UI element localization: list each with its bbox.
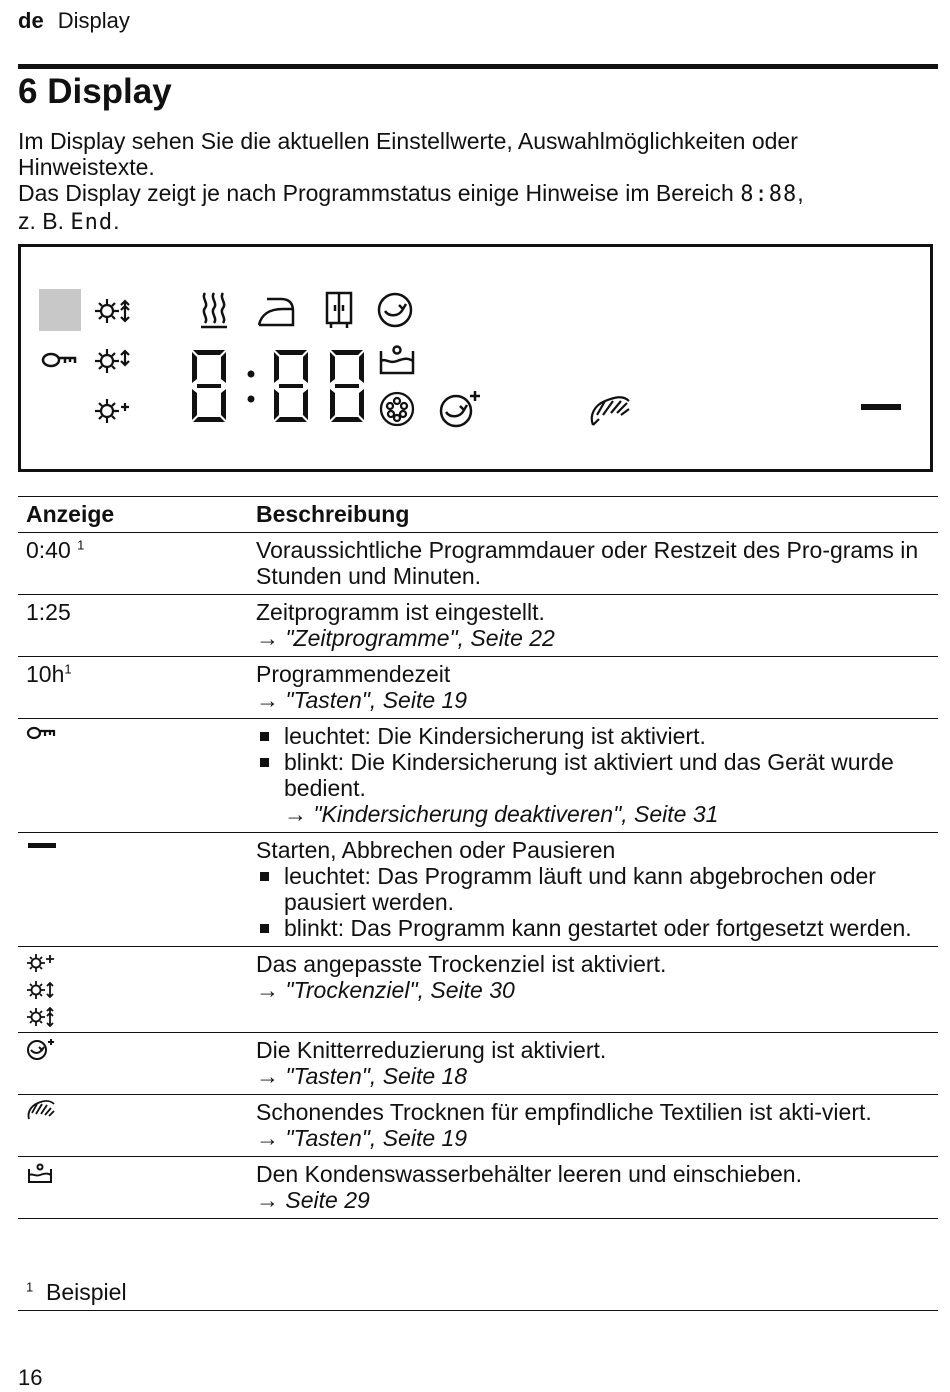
row-desc xyxy=(248,947,938,1033)
bullet-item xyxy=(256,749,930,827)
start-pause-dash xyxy=(861,404,901,410)
desc-text: Starten, Abbrechen oder Pausieren xyxy=(256,837,616,863)
intro-line-3-text: z. B. xyxy=(18,208,71,234)
row-desc xyxy=(248,1095,938,1157)
footnote-number: 1 xyxy=(26,1279,34,1295)
footnote-text: Beispiel xyxy=(46,1279,127,1305)
row-desc: Voraussichtliche Programmdauer oder Restzeit des Pro-grams in Stunden und Minuten. xyxy=(248,533,938,595)
row-desc xyxy=(248,1157,938,1219)
digit-2 xyxy=(274,350,308,422)
row-key xyxy=(18,657,248,719)
footnote-marker: 1 xyxy=(64,661,72,677)
iron-icon xyxy=(259,299,293,325)
bullet-item: blinkt: Das Programm kann gestartet oder fortgesetzt werden. xyxy=(256,915,930,941)
gentle-program-icon xyxy=(381,393,413,425)
ready-icon xyxy=(379,294,411,326)
col-header-beschreibung: Beschreibung xyxy=(248,497,938,533)
bullet-item: leuchtet: Das Programm läuft und kann abgebrochen oder pausiert werden. xyxy=(256,863,930,915)
table-row xyxy=(18,1033,938,1095)
desc-text: Schonendes Trocknen für empfindliche Textilien ist akti-viert. xyxy=(256,1099,872,1125)
bullet-item: leuchtet: Die Kindersicherung ist aktiviert. xyxy=(256,723,930,749)
steam-icon xyxy=(201,293,227,327)
intro-line-3 xyxy=(18,208,933,236)
page-reference: → "Trockenziel", Seite 30 xyxy=(256,977,515,1003)
intro-line-2-text: Das Display zeigt je nach Programmstatus einige Hinweise im Bereich xyxy=(18,180,741,206)
page-reference: → "Tasten", Seite 18 xyxy=(256,1063,468,1089)
time-digits xyxy=(192,350,364,422)
desc-text: Den Kondenswasserbehälter leeren und einschieben. xyxy=(256,1161,802,1187)
page-reference: → "Kindersicherung deaktiveren", Seite 31 xyxy=(284,801,719,827)
table-row xyxy=(18,595,938,657)
digit-1 xyxy=(192,350,226,422)
footnote-marker: 1 xyxy=(77,537,85,553)
page-number: 16 xyxy=(18,1365,43,1390)
cupboard-icon xyxy=(327,293,351,328)
table-row xyxy=(18,1095,938,1157)
desc-text: Die Knitterreduzierung ist aktiviert. xyxy=(256,1037,607,1063)
digit-3 xyxy=(330,350,364,422)
intro-text xyxy=(18,128,933,236)
row-key: 1:25 xyxy=(18,595,248,657)
key-icon xyxy=(18,719,248,833)
title-rule xyxy=(18,64,938,69)
display-legend-table xyxy=(18,496,938,1219)
row-desc xyxy=(248,833,938,947)
key-value: 0:40 xyxy=(26,537,71,563)
dry-target-1-icon xyxy=(95,399,129,423)
col-header-anzeige: Anzeige xyxy=(18,497,248,533)
water-container-icon xyxy=(381,347,413,374)
desc-text: Programmendezeit xyxy=(256,661,451,687)
page-reference: → "Tasten", Seite 19 xyxy=(256,1125,468,1151)
header-section: Display xyxy=(57,8,130,33)
table-row xyxy=(18,833,938,947)
table-header-row xyxy=(18,497,938,533)
gentle-drying-icon xyxy=(18,1095,248,1157)
table-row xyxy=(18,719,938,833)
gentle-drying-icon xyxy=(592,397,629,425)
bullet-text: blinkt: Die Kindersicherung ist aktiviert und das Gerät wurde bedient. xyxy=(284,749,894,801)
segment-example: End xyxy=(70,210,114,235)
dry-target-2-icon xyxy=(95,349,129,373)
segment-area: 8:88 xyxy=(740,182,798,207)
dash-icon xyxy=(18,833,248,947)
grey-indicator xyxy=(39,289,81,331)
key-value: 10h xyxy=(26,661,65,687)
water-container-icon xyxy=(18,1157,248,1219)
wrinkle-reduction-icon xyxy=(18,1033,248,1095)
running-header xyxy=(18,8,130,34)
row-desc xyxy=(248,595,938,657)
page-reference: → "Zeitprogramme", Seite 22 xyxy=(256,625,555,651)
intro-period: . xyxy=(113,208,120,234)
intro-line-2 xyxy=(18,180,933,208)
wrinkle-reduction-icon xyxy=(441,391,480,426)
dry-target-icons xyxy=(18,947,248,1033)
language-code: de xyxy=(18,8,44,33)
table-row xyxy=(18,947,938,1033)
table-row xyxy=(18,533,938,595)
intro-line-1: Im Display sehen Sie die aktuellen Einstellwerte, Auswahlmöglichkeiten oder Hinweistexte. xyxy=(18,128,798,180)
row-desc xyxy=(248,1033,938,1095)
desc-text: Das angepasste Trockenziel ist aktiviert. xyxy=(256,951,667,977)
table-row xyxy=(18,657,938,719)
intro-comma: , xyxy=(797,180,804,206)
table-row xyxy=(18,1157,938,1219)
table-footnote xyxy=(18,1277,938,1311)
page-reference: → "Tasten", Seite 19 xyxy=(256,687,468,713)
row-desc xyxy=(248,719,938,833)
page-title: 6 Display xyxy=(18,72,172,111)
row-key xyxy=(18,533,248,595)
desc-text: Zeitprogramm ist eingestellt. xyxy=(256,599,545,625)
row-desc xyxy=(248,657,938,719)
dry-target-3-icon xyxy=(95,299,129,323)
key-icon xyxy=(43,354,75,366)
page-reference: → Seite 29 xyxy=(256,1187,370,1213)
display-panel xyxy=(18,244,933,472)
